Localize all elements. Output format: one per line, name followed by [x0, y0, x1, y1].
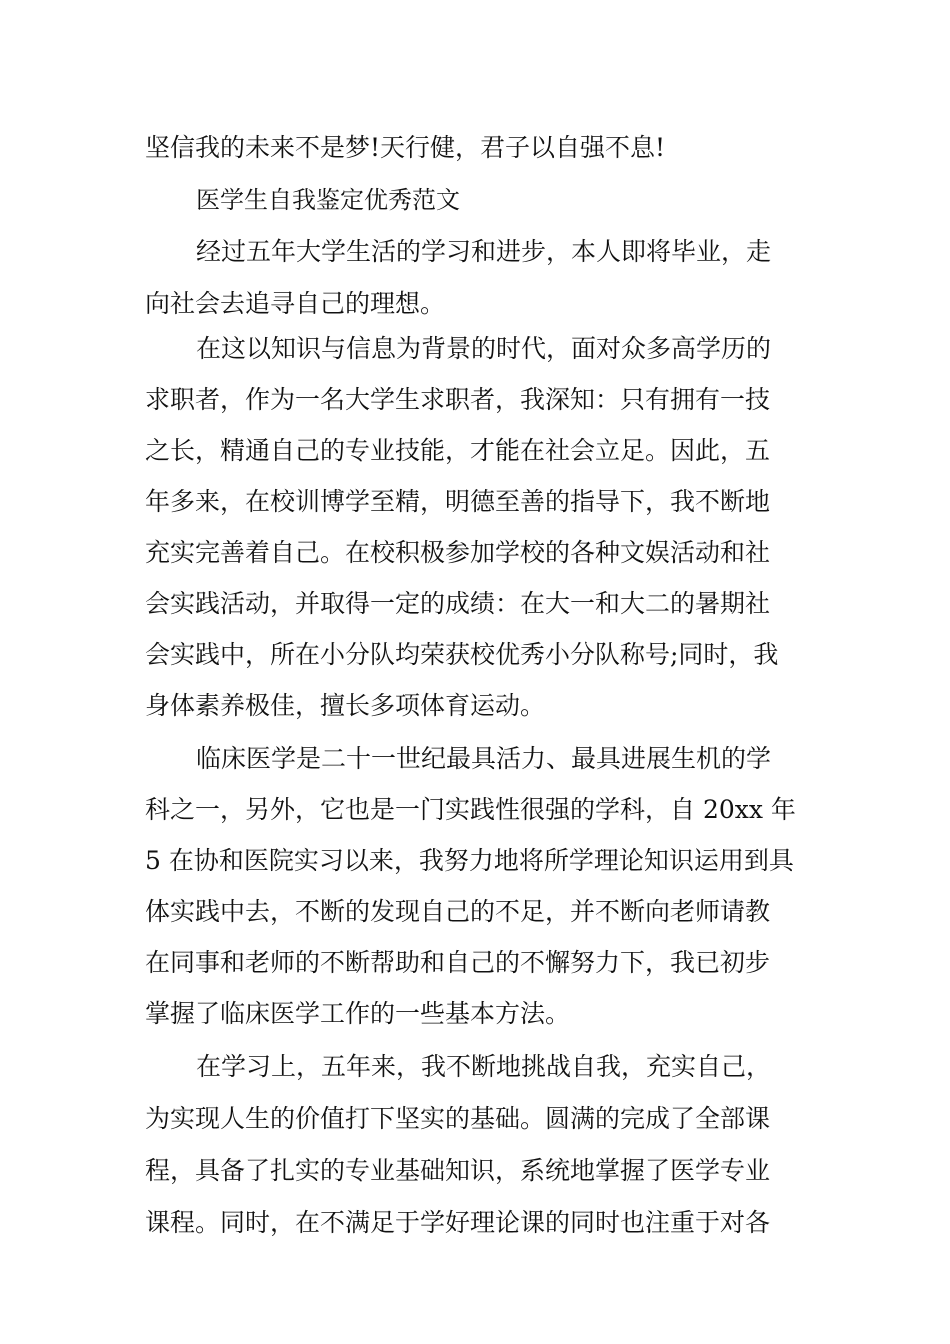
text-line: 临床医学是二十一世纪最具活力、最具进展生机的学 [196, 744, 772, 773]
text-line: 经过五年大学生活的学习和进步，本人即将毕业，走 [196, 237, 772, 266]
text-line: 5 在协和医院实习以来，我努力地将所学理论知识运用到具 [145, 846, 794, 875]
text-line: 掌握了临床医学工作的一些基本方法。 [145, 999, 571, 1028]
text-line: 体实践中去，不断的发现自己的不足，并不断向老师请教 [145, 897, 771, 926]
text-line: 坚信我的未来不是梦!天行健，君子以自强不息! [145, 133, 666, 162]
text-line: 在学习上，五年来，我不断地挑战自我，充实自己， [196, 1052, 772, 1081]
text-line: 程，具备了扎实的专业基础知识，系统地掌握了医学专业 [145, 1156, 771, 1185]
text-line: 科之一，另外，它也是一门实践性很强的学科，自 20xx 年 [145, 795, 796, 824]
text-line: 在这以知识与信息为背景的时代，面对众多高学历的 [196, 334, 772, 363]
text-line: 课程。同时，在不满足于学好理论课的同时也注重于对各 [145, 1208, 771, 1237]
text-line: 身体素养极佳，擅长多项体育运动。 [145, 691, 546, 720]
text-line: 会实践活动，并取得一定的成绩：在大一和大二的暑期社 [145, 589, 771, 618]
text-line: 年多来，在校训博学至精，明德至善的指导下，我不断地 [145, 487, 771, 516]
text-line: 为实现人生的价值打下坚实的基础。圆满的完成了全部课 [145, 1104, 771, 1133]
text-line: 向社会去追寻自己的理想。 [145, 289, 446, 318]
text-line: 充实完善着自己。在校积极参加学校的各种文娱活动和社 [145, 538, 771, 567]
section-title: 医学生自我鉴定优秀范文 [196, 186, 460, 214]
text-line: 会实践中，所在小分队均荣获校优秀小分队称号;同时，我 [145, 640, 779, 669]
text-line: 在同事和老师的不断帮助和自己的不懈努力下，我已初步 [145, 948, 771, 977]
text-line: 之长，精通自己的专业技能，才能在社会立足。因此，五 [145, 436, 771, 465]
text-line: 求职者，作为一名大学生求职者，我深知：只有拥有一技 [145, 385, 771, 414]
